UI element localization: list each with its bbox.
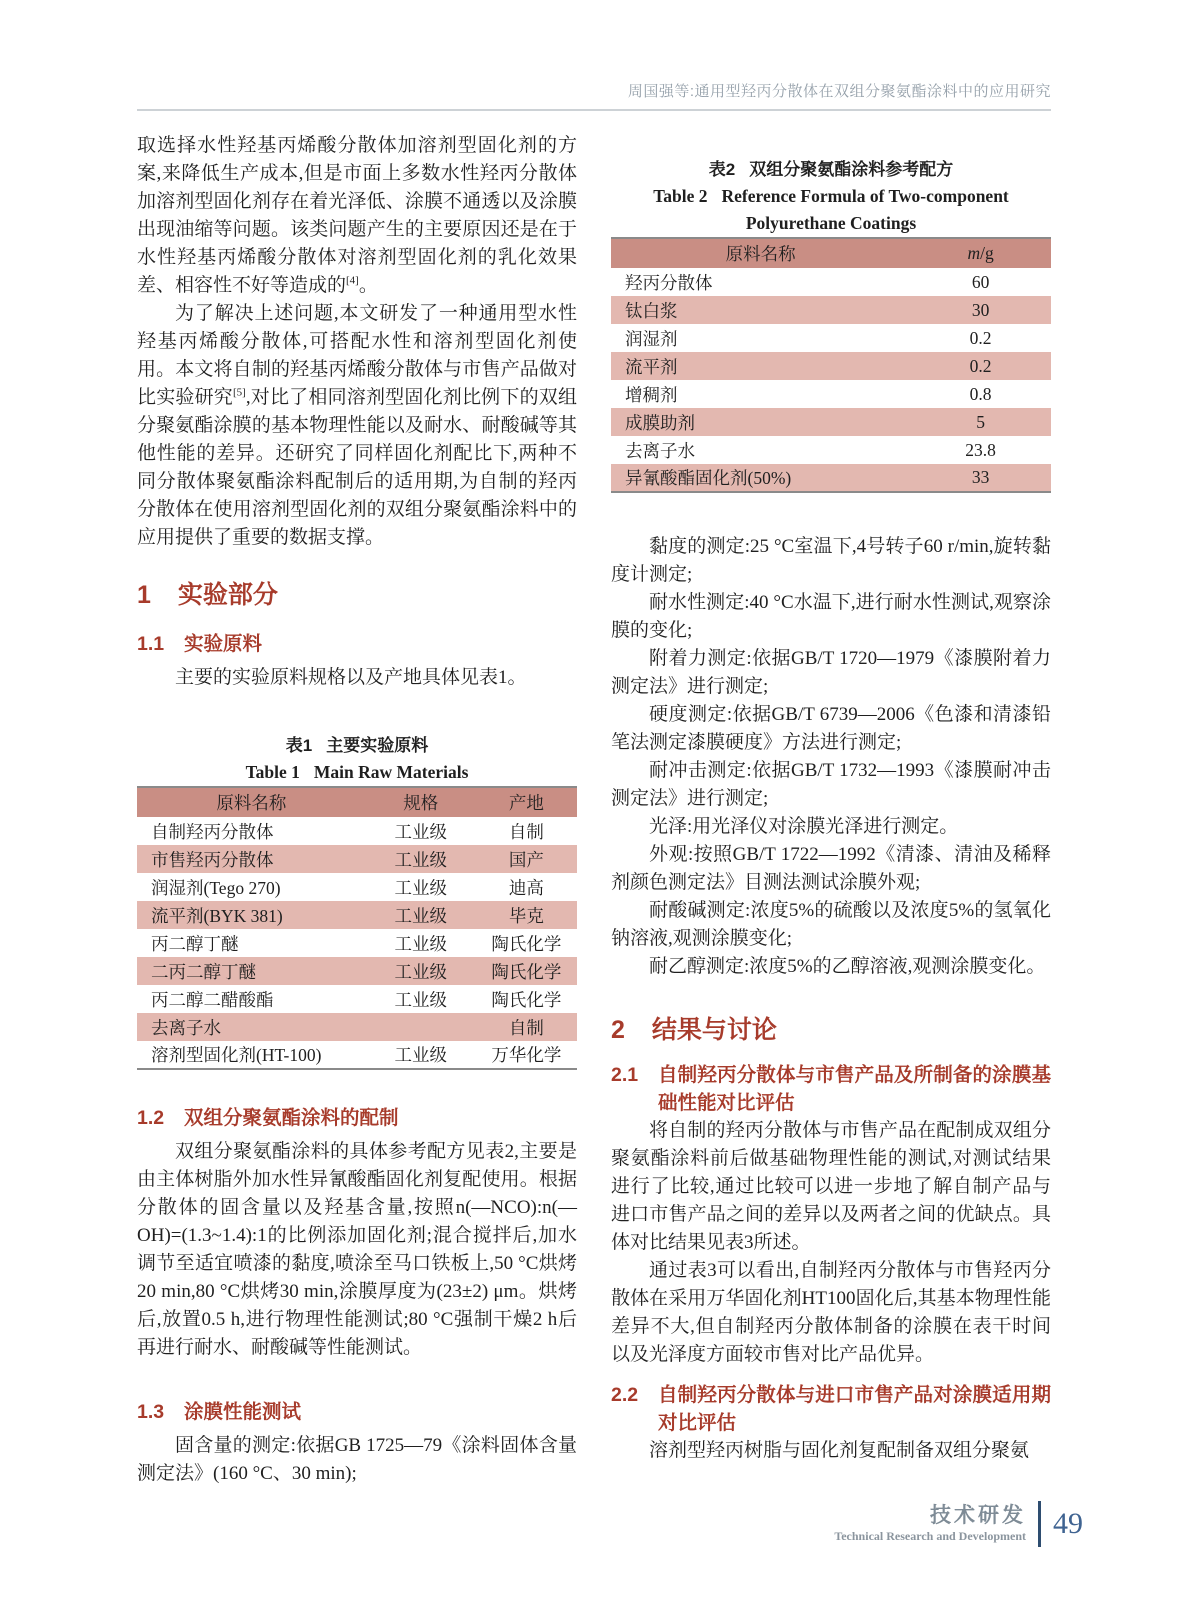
table-cell: 0.2	[969, 327, 992, 348]
paragraph: 黏度的测定:25 °C室温下,4号转子60 r/min,旋转黏度计测定;	[611, 536, 1051, 585]
table-title: Main Raw Materials	[313, 762, 469, 782]
table-cell: 迪高	[508, 877, 544, 898]
table-cell: 5	[910, 408, 1051, 436]
table-label: 表2	[708, 160, 736, 179]
table-row	[611, 380, 1051, 408]
table-cell: 60	[971, 271, 990, 292]
table-cell: 国产	[476, 845, 577, 873]
page-footer	[834, 1501, 1083, 1547]
paragraph: 耐水性测定:40 °C水温下,进行耐水性测试,观察涂膜的变化;	[611, 592, 1051, 641]
column-header: 原料名称	[137, 787, 366, 817]
paragraph: 光泽:用光泽仪对涂膜光泽进行测定。	[649, 816, 959, 837]
table-cell: 二丙二醇丁醚	[137, 957, 366, 985]
page-number: 49	[1053, 1507, 1083, 1540]
table-row	[611, 436, 1051, 464]
table-row	[611, 268, 1051, 296]
table-cell: 润湿剂(Tego 270)	[151, 877, 281, 898]
left-column	[137, 132, 577, 1488]
table-cell: 万华化学	[491, 1045, 562, 1065]
table-cell: 23.8	[965, 439, 996, 460]
table-cell: 流平剂(BYK 381)	[137, 901, 366, 929]
table1-caption-cn	[137, 732, 577, 759]
subsection-heading-2-2	[611, 1381, 1051, 1437]
table-cell: 去离子水	[137, 1013, 366, 1041]
table-label: Table 2	[653, 186, 708, 206]
citation-ref: [5]	[233, 386, 246, 399]
table-cell: 钛白浆	[611, 296, 910, 324]
table-row	[137, 901, 577, 929]
section-number: 2.1	[611, 1064, 639, 1086]
table-cell: 丙二醇丁醚	[151, 933, 239, 954]
table-1-main-raw-materials	[137, 786, 577, 1070]
paragraph: 耐乙醇测定:浓度5%的乙醇溶液,观测涂膜变化。	[649, 956, 1046, 977]
unit-g: /g	[980, 243, 994, 263]
table2-caption-en-line2: Polyurethane Coatings	[745, 213, 917, 233]
section-number: 1.2	[137, 1107, 165, 1129]
paragraph: 耐酸碱测定:浓度5%的硫酸以及浓度5%的氢氧化钠溶液,观测涂膜变化;	[611, 900, 1051, 949]
paragraph: 通过表3可以看出,自制羟丙分散体与市售羟丙分散体在采用万华固化剂HT100固化后,其基本物理性能差异不大,但自制羟丙分散体制备的涂膜在表干时间以及光泽度方面较市售对比产品优异。	[611, 1260, 1051, 1365]
paragraph: 外观:按照GB/T 1722—1992《清漆、清油及稀释剂颜色测定法》目测法测试涂膜外观;	[611, 844, 1051, 893]
table-row	[611, 464, 1051, 492]
paragraph: 耐冲击测定:依据GB/T 1732—1993《漆膜耐冲击测定法》进行测定;	[611, 760, 1051, 809]
paragraph-text: 。	[358, 275, 378, 296]
paragraph: 溶剂型羟丙树脂与固化剂复配制备双组分聚氨	[649, 1440, 1030, 1461]
table-cell: 流平剂	[611, 352, 910, 380]
paragraph	[137, 132, 577, 300]
table-label: Table 1	[245, 762, 300, 782]
paragraph-text: ,对比了相同溶剂型固化剂比例下的双组分聚氨酯涂膜的基本物理性能以及耐水、耐酸碱等其他性能的差异。还研究了同样固化剂配比下,两种不同分散体聚氨酯涂料配制后的适用期,为自制的羟丙分散体在使用溶剂型固化剂的双组分聚氨酯涂料中的应用提供了重要的数据支撑。	[137, 387, 577, 548]
table-2-reference-formula	[611, 237, 1051, 493]
paragraph: 双组分聚氨酯涂料的具体参考配方见表2,主要是由主体树脂外加水性异氰酸酯固化剂复配使用。根据分散体的固含量以及羟基含量,按照n(—NCO):n(—OH)=(1.3~1.4):1的比例添加固化剂;混合搅拌后,加水调节至适宜喷漆的黏度,喷涂至马口铁板上,50 °C烘烤20 min,80 °C烘烤30 min,涂膜厚度为(23±2) μm。烘烤后,放置0.5 h,进行物理性能测试;80 °C强制干燥2 h后再进行耐水、耐酸碱等性能测试。	[137, 1141, 577, 1358]
column-header: 规格	[366, 787, 476, 817]
table-cell: 工业级	[394, 821, 448, 842]
column-header: 产地	[476, 787, 577, 817]
paragraph: 主要的实验原料规格以及产地具体见表1。	[175, 667, 527, 688]
method-paragraphs	[611, 533, 1051, 981]
table-row	[137, 985, 577, 1013]
table-title: Reference Formula of Two-component	[721, 186, 1009, 206]
table-cell: 羟丙分散体	[625, 272, 713, 293]
section-title: 结果与讨论	[651, 1016, 777, 1044]
section-heading-2	[611, 1013, 1051, 1047]
paragraph-text: 取选择水性羟基丙烯酸分散体加溶剂型固化剂的方案,来降低生产成本,但是市面上多数水性羟丙分散体加溶剂型固化剂存在着光泽低、涂膜不通透以及涂膜出现油缩等问题。该类问题产生的主要原因还是在于水性羟基丙烯酸分散体对溶剂型固化剂的乳化效果差、相容性不好等造成的	[137, 135, 577, 296]
table-cell: 工业级	[366, 957, 476, 985]
table-cell: 0.2	[910, 352, 1051, 380]
table-row	[611, 352, 1051, 380]
table-cell: 丙二醇二醋酸酯	[151, 989, 274, 1010]
table-cell: 工业级	[394, 989, 448, 1010]
section-title: 自制羟丙分散体与进口市售产品对涂膜适用期对比评估	[658, 1384, 1051, 1434]
table-cell: 陶氏化学	[491, 933, 562, 954]
table-cell: 工业级	[394, 877, 448, 898]
table-cell: 陶氏化学	[491, 989, 562, 1010]
italic-m: m	[967, 243, 981, 263]
table-row	[137, 845, 577, 873]
section-title: 双组分聚氨酯涂料的配制	[184, 1107, 399, 1129]
table-row	[137, 873, 577, 901]
table-cell: 去离子水	[625, 440, 695, 461]
two-column-body	[137, 132, 1051, 1488]
section-number: 1.3	[137, 1401, 165, 1423]
table2-caption-cn	[611, 156, 1051, 183]
table-cell: 30	[910, 296, 1051, 324]
table-title: 主要实验原料	[326, 736, 429, 755]
section-number: 2.2	[611, 1384, 639, 1406]
right-column	[611, 132, 1051, 1488]
table-cell: 自制	[508, 821, 544, 842]
section-heading-1	[137, 578, 577, 612]
footer-divider	[1038, 1501, 1041, 1547]
table-cell: 润湿剂	[625, 328, 678, 349]
table-cell: 工业级	[394, 1045, 448, 1065]
subsection-heading-1-3	[137, 1398, 577, 1426]
table-cell: 自制羟丙分散体	[151, 821, 274, 842]
section-title: 实验部分	[177, 581, 278, 609]
table-header-row	[611, 238, 1051, 268]
table-cell: 毕克	[476, 901, 577, 929]
table-row	[611, 296, 1051, 324]
section-title: 自制羟丙分散体与市售产品及所制备的涂膜基础性能对比评估	[658, 1064, 1051, 1114]
paragraph: 硬度测定:依据GB/T 6739—2006《色漆和清漆铅笔法测定漆膜硬度》方法进行测定;	[611, 704, 1051, 753]
table-row	[611, 408, 1051, 436]
section-number: 1	[137, 581, 151, 609]
table-row	[137, 957, 577, 985]
paragraph: 固含量的测定:依据GB 1725—79《涂料固体含量测定法》(160 °C、30 min);	[137, 1435, 577, 1484]
section-title: 实验原料	[184, 633, 263, 655]
footer-label-en: Technical Research and Development	[834, 1529, 1026, 1543]
table-cell: 0.8	[969, 383, 992, 404]
column-header: 原料名称	[611, 238, 910, 268]
table2-caption-en	[611, 183, 1051, 210]
running-header-text: 周国强等:通用型羟丙分散体在双组分聚氨酯涂料中的应用研究	[627, 83, 1051, 100]
table-cell: 溶剂型固化剂(HT-100)	[151, 1045, 322, 1065]
table-cell: 工业级	[394, 933, 448, 954]
section-number: 1.1	[137, 633, 165, 655]
table-row	[611, 324, 1051, 352]
table-cell: 工业级	[366, 901, 476, 929]
paragraph	[137, 300, 577, 552]
table-label: 表1	[285, 736, 313, 755]
table-cell: 增稠剂	[625, 384, 678, 405]
running-header	[137, 80, 1051, 111]
table-cell: 33	[910, 464, 1051, 492]
table-cell: 成膜助剂	[611, 408, 910, 436]
paragraph: 附着力测定:依据GB/T 1720—1979《漆膜附着力测定法》进行测定;	[611, 648, 1051, 697]
paragraph-text: 为了解决上述问题,本文研发了一种通用型水性羟基丙烯酸分散体,可搭配水性和溶剂型固化剂使用。本文将自制的羟基丙烯酸分散体与市售产品做对比实验研究	[137, 303, 577, 408]
table-cell: 异氰酸酯固化剂(50%)	[611, 464, 910, 492]
footer-label-cn: 技术研发	[930, 1504, 1026, 1527]
table-row	[137, 1013, 577, 1041]
subsection-heading-2-1	[611, 1061, 1051, 1117]
subsection-heading-1-1	[137, 630, 577, 658]
table-cell: 自制	[476, 1013, 577, 1041]
table-header-row	[137, 787, 577, 817]
table-cell: 市售羟丙分散体	[137, 845, 366, 873]
citation-ref: [4]	[346, 274, 359, 287]
table1-caption-en	[137, 759, 577, 786]
table-row	[137, 817, 577, 845]
section-title: 涂膜性能测试	[184, 1401, 302, 1423]
footer-section-label	[834, 1504, 1026, 1544]
table-cell: 陶氏化学	[476, 957, 577, 985]
subsection-heading-1-2	[137, 1104, 577, 1132]
column-header-mg	[910, 238, 1051, 268]
paragraph: 将自制的羟丙分散体与市售产品在配制成双组分聚氨酯涂料前后做基础物理性能的测试,对测试结果进行了比较,通过比较可以进一步地了解自制产品与进口市售产品之间的差异以及两者之间的优缺点。具体对比结果见表3所述。	[611, 1120, 1051, 1253]
section-number: 2	[611, 1016, 625, 1044]
table-title: 双组分聚氨酯涂料参考配方	[749, 160, 954, 179]
table-row	[137, 929, 577, 957]
table-row	[137, 1041, 577, 1069]
table-cell	[366, 1013, 476, 1041]
table-cell: 工业级	[366, 845, 476, 873]
